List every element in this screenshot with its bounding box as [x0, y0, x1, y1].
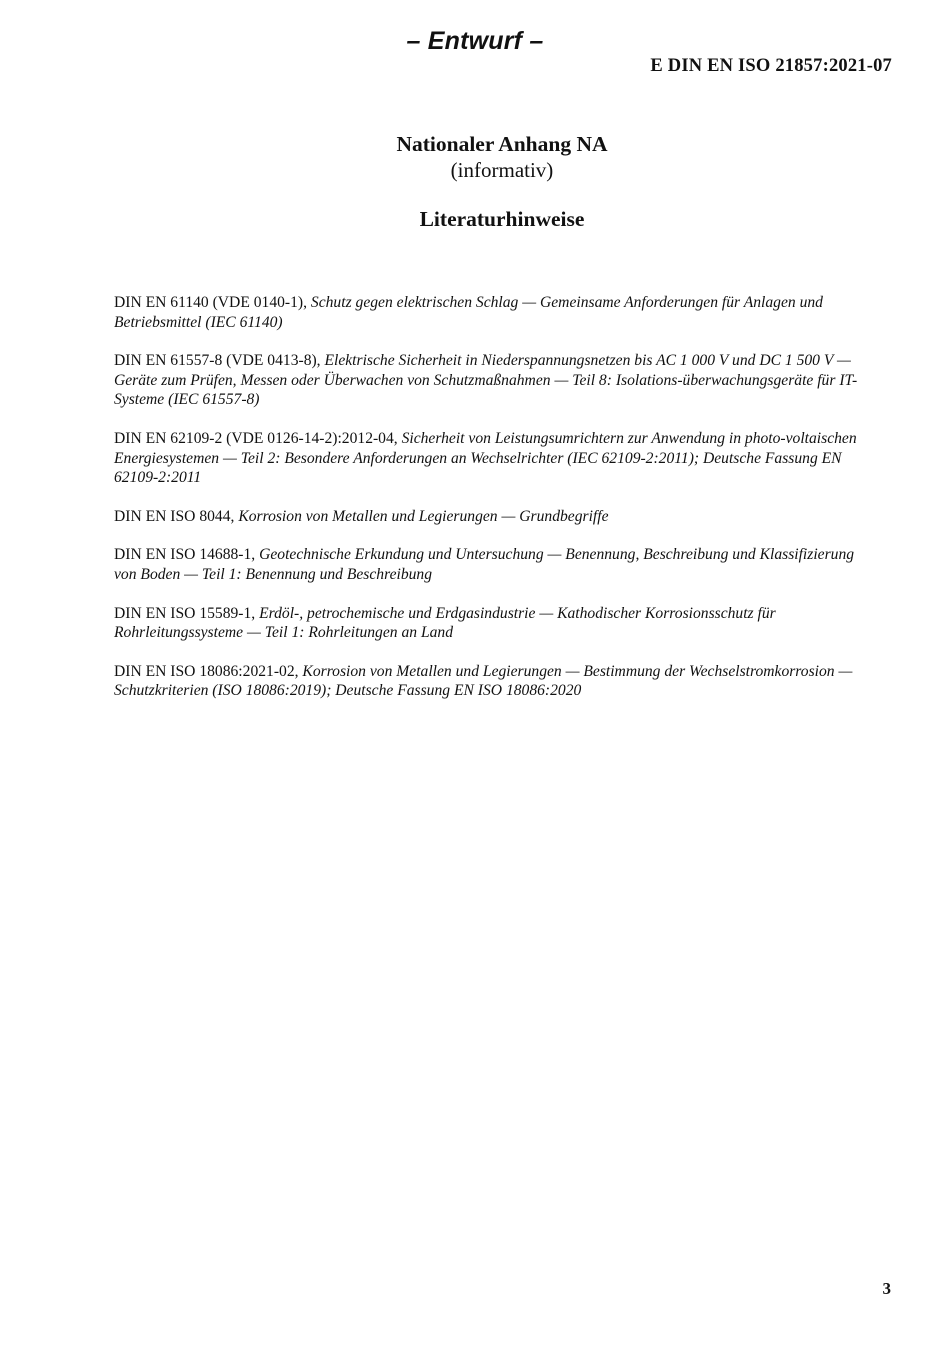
reference-designation: DIN EN ISO 14688-1,: [114, 546, 260, 564]
annex-subtitle: (informativ): [450, 158, 554, 182]
reference-entry: [114, 293, 874, 332]
reference-entry: [114, 604, 874, 643]
reference-designation: DIN EN 61557-8 (VDE 0413-8),: [114, 352, 325, 370]
section-heading: Literaturhinweise: [419, 207, 585, 231]
reference-entry: [114, 507, 874, 527]
reference-title: Sicherheit von Leistungsumrichtern zur Anwendung in photo-voltaischen Energiesystemen — Teil 2: Besondere Anforderungen an Wechselrichter (IEC 62109-2:2011); Deutsche Fassung EN 62109-2:2011: [114, 429, 857, 487]
reference-entry: [114, 429, 874, 488]
reference-list: [114, 293, 874, 720]
reference-entry: [114, 351, 874, 410]
reference-title: Schutz gegen elektrischen Schlag — Gemeinsame Anforderungen für Anlagen und Betriebsmittel (IEC 61140): [114, 294, 823, 331]
reference-title: Elektrische Sicherheit in Niederspannungsnetzen bis AC 1 000 V und DC 1 500 V — Geräte zum Prüfen, Messen oder Überwachen von Schutzmaßnahmen — Teil 8: Isolations-überwachungsgeräte für IT-Systeme (IEC 61557-8): [114, 352, 858, 409]
reference-designation: DIN EN ISO 8044,: [114, 507, 239, 525]
reference-designation: DIN EN ISO 15589-1,: [114, 604, 260, 622]
page-number: 3: [882, 1279, 891, 1298]
reference-title: Korrosion von Metallen und Legierungen — Bestimmung der Wechselstromkorrosion — Schutzkriterien (ISO 18086:2019); Deutsche Fassung EN ISO 18086:2020: [114, 662, 853, 700]
reference-designation: DIN EN 61140 (VDE 0140-1),: [114, 294, 311, 311]
reference-title: Erdöl-, petrochemische und Erdgasindustrie — Kathodischer Korrosionsschutz für Rohrleitungssysteme — Teil 1: Rohrleitungen an Land: [114, 604, 776, 642]
reference-title: Geotechnische Erkundung und Untersuchung — Benennung, Beschreibung und Klassifizierung von Boden — Teil 1: Benennung und Beschreibung: [114, 546, 855, 583]
annex-title: Nationaler Anhang NA: [396, 132, 608, 156]
reference-designation: DIN EN ISO 18086:2021-02,: [114, 662, 303, 680]
reference-title: Korrosion von Metallen und Legierungen — Grundbegriffe: [238, 507, 609, 525]
reference-designation: DIN EN 62109-2 (VDE 0126-14-2):2012-04,: [114, 429, 402, 447]
reference-entry: [114, 662, 874, 701]
document-id: E DIN EN ISO 21857:2021-07: [650, 56, 892, 76]
draft-mark: – Entwurf –: [406, 27, 544, 55]
reference-entry: [114, 545, 874, 584]
